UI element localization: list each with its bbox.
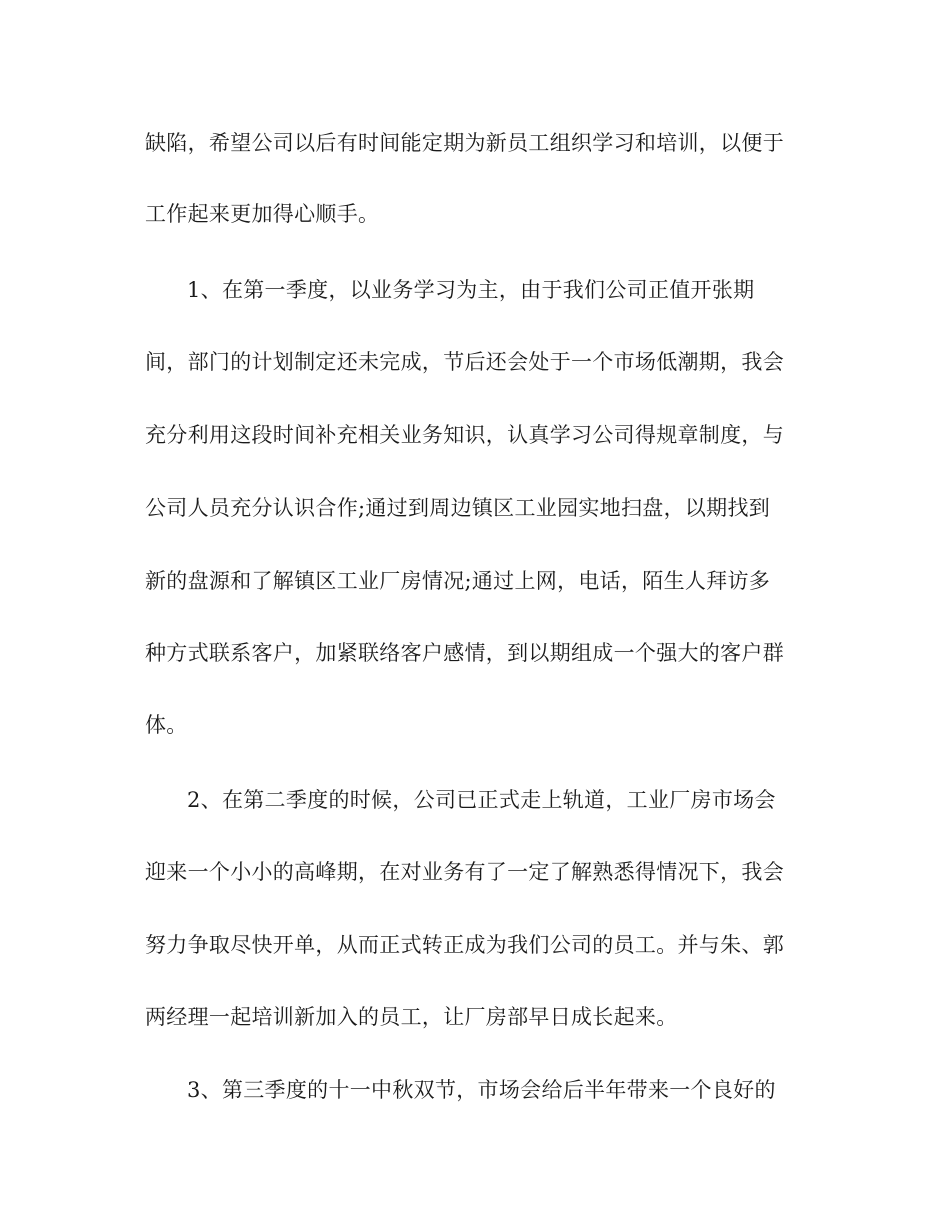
paragraph-line: 充分利用这段时间补充相关业务知识，认真学习公司得规章制度，与 (145, 423, 784, 447)
paragraph-line: 3、第三季度的十一中秋双节，市场会给后半年带来一个良好的 (187, 1078, 776, 1102)
paragraph-line: 种方式联系客户，加紧联络客户感情，到以期组成一个强大的客户群 (145, 641, 784, 665)
paragraph-line: 缺陷，希望公司以后有时间能定期为新员工组织学习和培训，以便于 (145, 131, 784, 155)
paragraph-line: 公司人员充分认识合作;通过到周边镇区工业园实地扫盘，以期找到 (145, 496, 771, 520)
paragraph-line: 2、在第二季度的时候，公司已正式走上轨道，工业厂房市场会 (187, 788, 776, 812)
paragraph-line: 工作起来更加得心顺手。 (145, 202, 380, 226)
paragraph-line: 新的盘源和了解镇区工业厂房情况;通过上网，电话，陌生人拜访多 (145, 569, 771, 593)
paragraph-line: 1、在第一季度，以业务学习为主，由于我们公司正值开张期 (187, 278, 755, 302)
paragraph-line: 迎来一个小小的高峰期，在对业务有了一定了解熟悉得情况下，我会 (145, 860, 784, 884)
paragraph-line: 体。 (145, 713, 188, 737)
paragraph-line: 努力争取尽快开单，从而正式转正成为我们公司的员工。并与朱、郭 (145, 933, 784, 957)
paragraph-line: 间，部门的计划制定还未完成，节后还会处于一个市场低潮期，我会 (145, 350, 784, 374)
paragraph-line: 两经理一起培训新加入的员工，让厂房部早日成长起来。 (145, 1005, 678, 1029)
